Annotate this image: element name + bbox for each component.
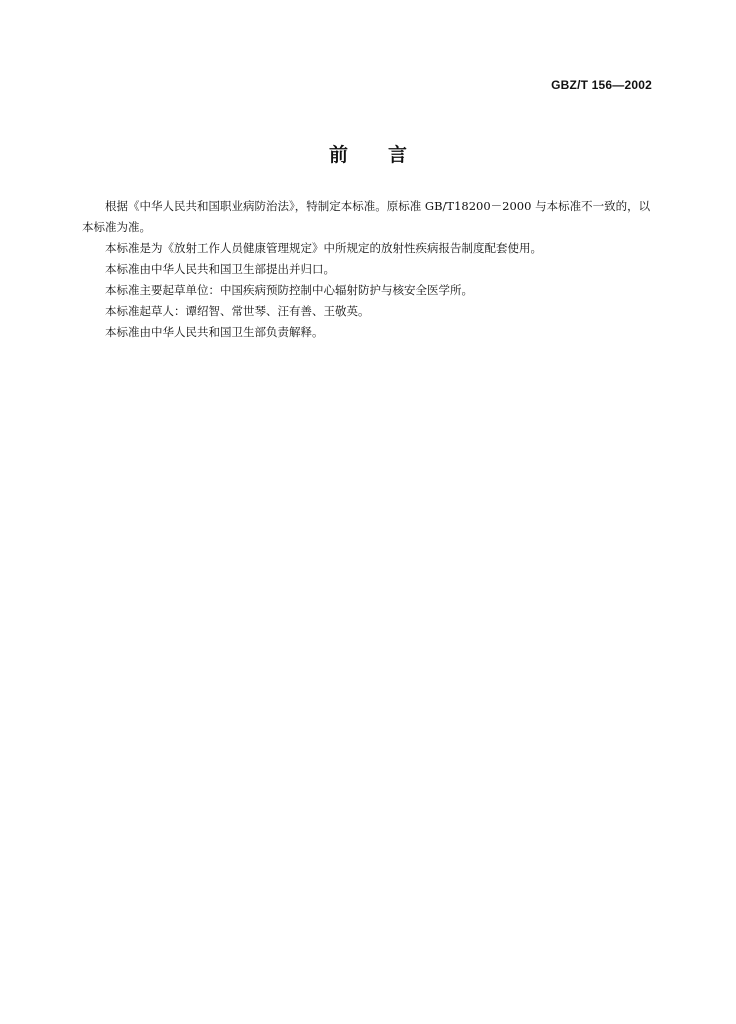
foreword-title [0,140,736,167]
foreword-body [82,196,654,343]
foreword-title-char-2: 言 [388,144,408,166]
paragraph-drafting-unit: 本标准主要起草单位：中国疾病预防控制中心辐射防护与核安全医学所。 [105,283,473,297]
foreword-title-char-1: 前 [328,144,348,166]
standard-code: GBZ/T 156—2002 [551,78,652,92]
paragraph-proposer: 本标准由中华人民共和国卫生部提出并归口。 [105,262,335,276]
paragraph-drafters: 本标准起草人：谭绍智、常世琴、汪有善、王敬英。 [105,304,370,318]
paragraph-basis: 根据《中华人民共和国职业病防治法》，特制定本标准。原标准 GB/T18200－2000 与本标准不一致的，以本标准为准。 [82,199,651,234]
paragraph-interpretation: 本标准由中华人民共和国卫生部负责解释。 [105,325,324,339]
paragraph-purpose: 本标准是为《放射工作人员健康管理规定》中所规定的放射性疾病报告制度配套使用。 [105,241,542,255]
